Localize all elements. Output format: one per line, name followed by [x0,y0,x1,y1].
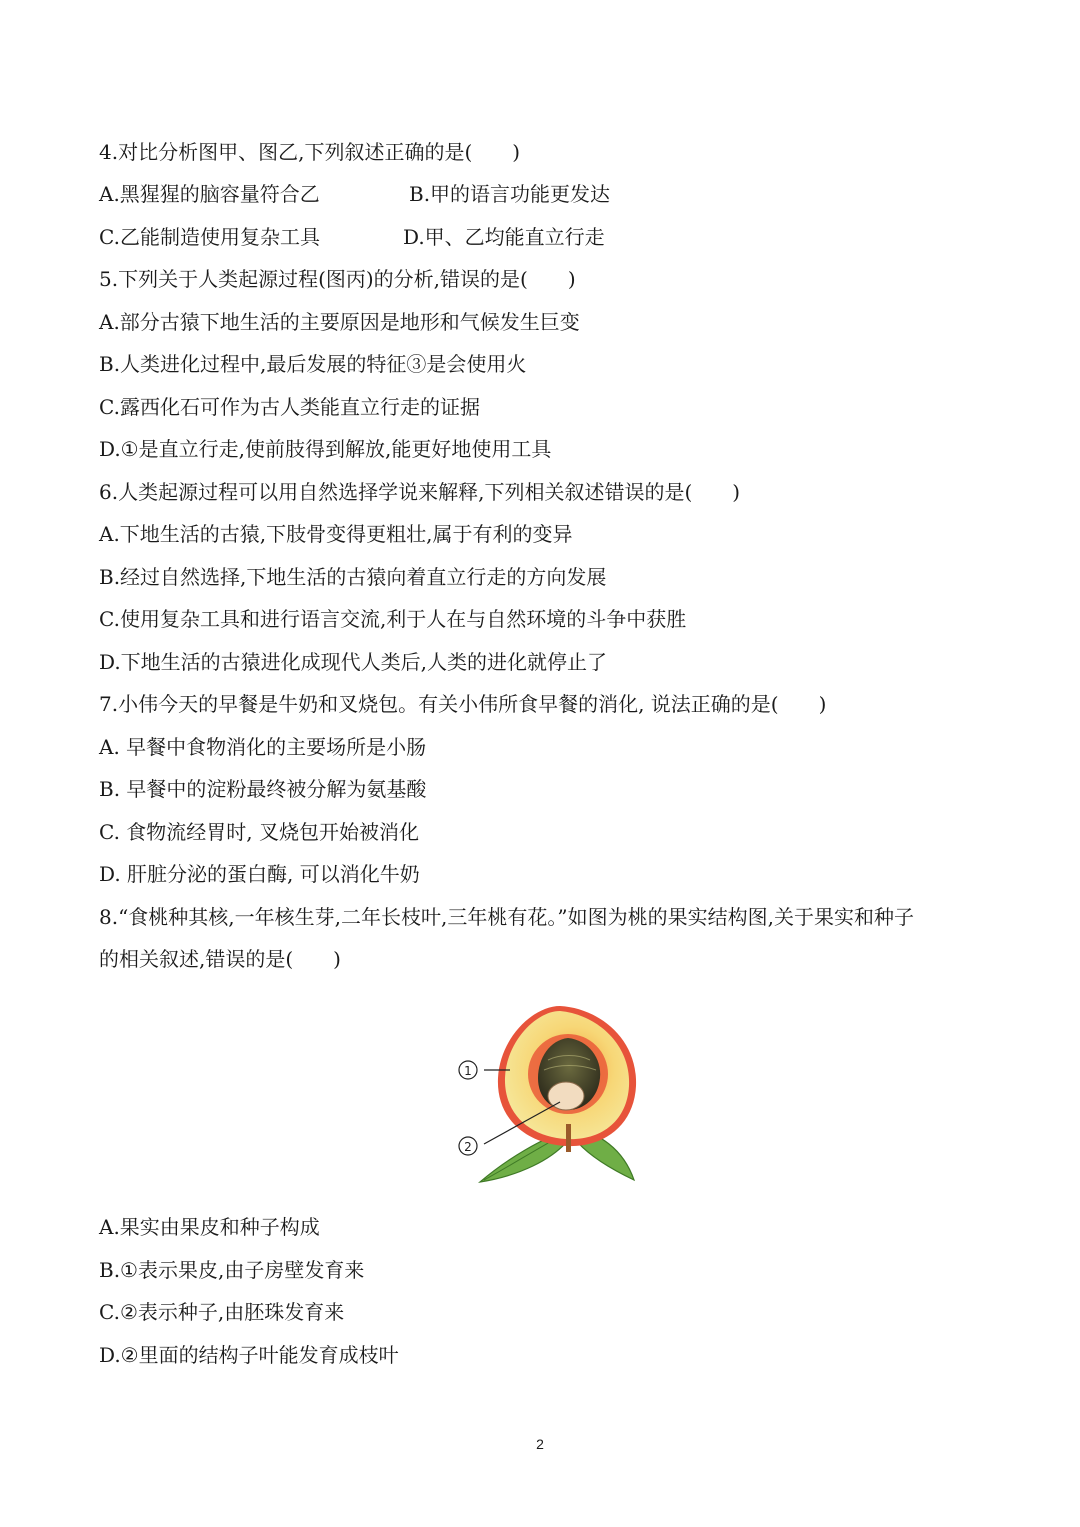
q6-option-a: A.下地生活的古猿,下肢骨变得更粗壮,属于有利的变异 [99,522,573,546]
q4-options-row1 [99,181,799,207]
q5-option-a: A.部分古猿下地生活的主要原因是地形和气候发生巨变 [99,310,580,334]
q6-option-b: B.经过自然选择,下地生活的古猿向着直立行走的方向发展 [99,565,607,589]
q4-option-d: D.甲、乙均能直立行走 [403,225,605,249]
q8-stem-line2: 的相关叙述,错误的是( ) [99,947,341,971]
q8-stem-line1: 8.“食桃种其核,一年核生芽,二年长枝叶,三年桃有花。”如图为桃的果实结构图,关于果实和种子 [99,905,914,929]
label-1: 1 [464,1064,472,1078]
q8-option-a: A.果实由果皮和种子构成 [99,1215,320,1239]
q7-option-c: C. 食物流经胃时, 叉烧包开始被消化 [99,820,420,844]
q4-options-row2 [99,224,799,250]
q5-stem: 5.下列关于人类起源过程(图丙)的分析,错误的是( ) [99,267,576,291]
q4-option-a: A.黑猩猩的脑容量符合乙 [99,182,320,206]
q4-stem: 4.对比分析图甲、图乙,下列叙述正确的是( ) [99,140,521,164]
q7-option-a: A. 早餐中食物消化的主要场所是小肠 [99,735,427,759]
peach-fruit-diagram [448,998,648,1188]
q4-option-c: C.乙能制造使用复杂工具 [99,225,320,249]
peach-fruit-svg [448,998,648,1188]
q6-option-c: C.使用复杂工具和进行语言交流,利于人在与自然环境的斗争中获胜 [99,607,687,631]
q6-stem: 6.人类起源过程可以用自然选择学说来解释,下列相关叙述错误的是( ) [99,480,741,504]
q8-option-c: C.②表示种子,由胚珠发育来 [99,1300,345,1324]
label-2: 2 [464,1140,472,1154]
q6-option-d: D.下地生活的古猿进化成现代人类后,人类的进化就停止了 [99,650,608,674]
q5-option-b: B.人类进化过程中,最后发展的特征③是会使用火 [99,352,527,376]
q7-option-b: B. 早餐中的淀粉最终被分解为氨基酸 [99,777,427,801]
page-number: 2 [536,1436,544,1452]
q8-option-d: D.②里面的结构子叶能发育成枝叶 [99,1343,399,1367]
q7-option-d: D. 肝脏分泌的蛋白酶, 可以消化牛奶 [99,862,420,886]
q7-stem: 7.小伟今天的早餐是牛奶和叉烧包。有关小伟所食早餐的消化, 说法正确的是( ) [99,692,827,716]
q5-option-c: C.露西化石可作为古人类能直立行走的证据 [99,395,480,419]
q8-option-b: B.①表示果皮,由子房壁发育来 [99,1258,365,1282]
q4-option-b: B.甲的语言功能更发达 [409,182,611,206]
q5-option-d: D.①是直立行走,使前肢得到解放,能更好地使用工具 [99,437,552,461]
